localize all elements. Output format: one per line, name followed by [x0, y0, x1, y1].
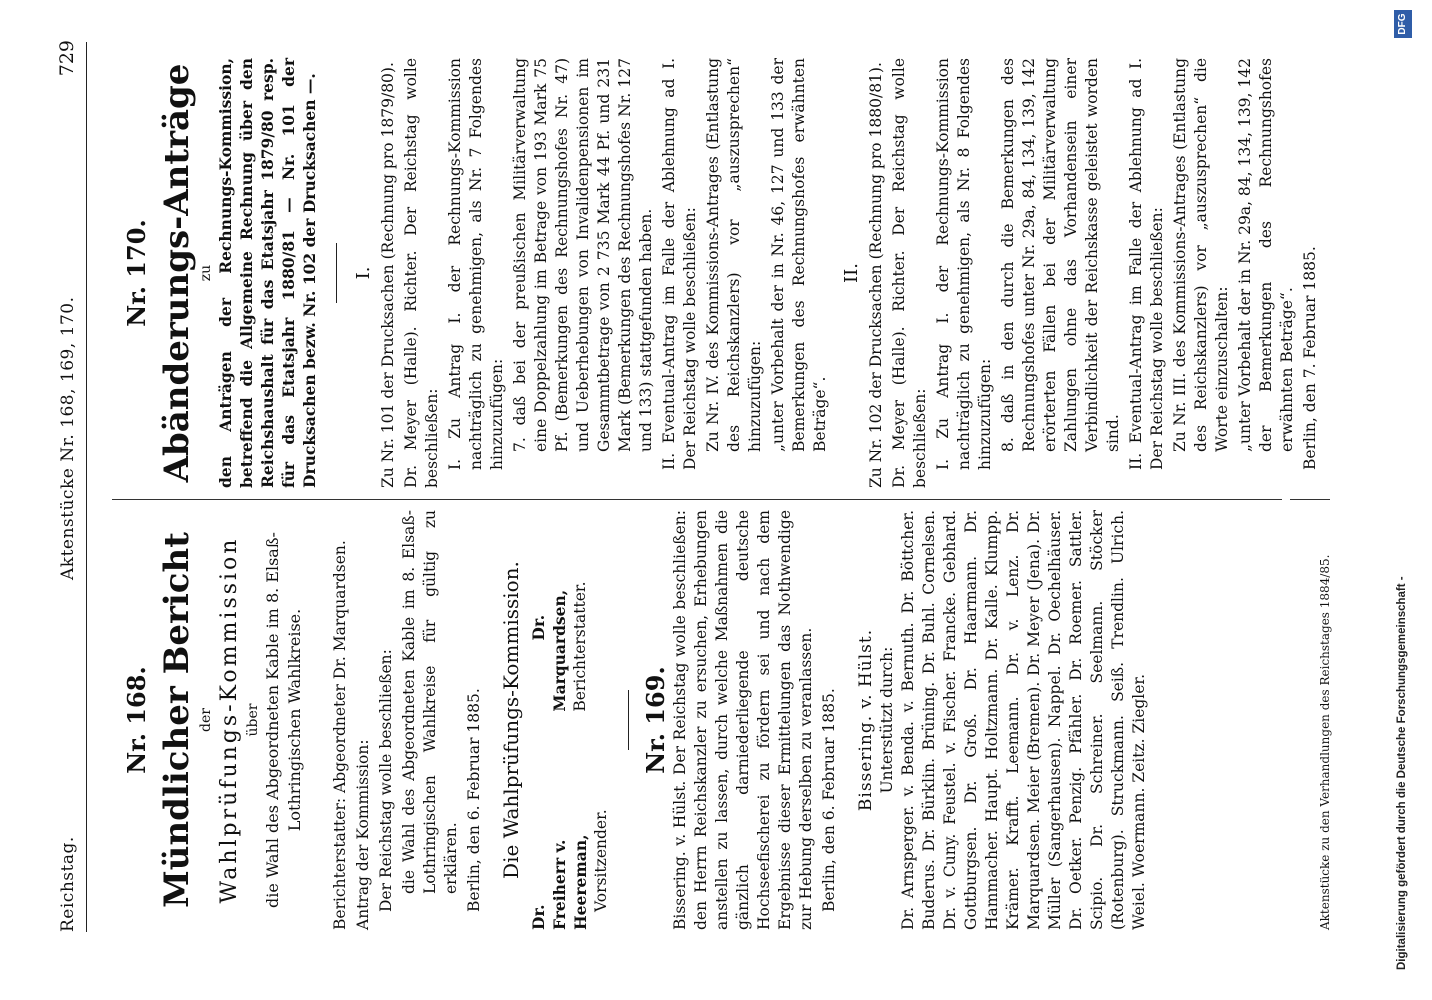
page-header [52, 30, 88, 960]
column-separator [112, 499, 1282, 500]
eventual-antrag-2-text: Zu Nr. III. des Kommissions-Antrages (Entlastung des Reichskanzlers) vor „auszusprechen“ die Worte einzuschalten: [1171, 58, 1231, 452]
antrag-i-1: I. Zu Antrag I. der Rechnungs-Kommission nachträglich zu genehmigen, als Nr. 7 Folgendes hinzuzufügen: [446, 58, 506, 470]
section-divider [628, 690, 629, 750]
abaenderungs-antraege-title: Abänderungs-Anträge [157, 63, 197, 483]
section-ii: II. [841, 263, 862, 283]
unterschrift-169: Bissering. v. Hülst. [856, 628, 876, 812]
eventual-antrag-2: II. Eventual-Antrag im Falle der Ablehnung ad I. Der Reichstag wolle beschließen: [1127, 58, 1166, 470]
header-aktenstuecke: Aktenstücke Nr. 168, 169, 170. [58, 296, 78, 580]
zu-nr-102: Zu Nr. 102 der Drucksachen (Rechnung pro 1880/81). [867, 62, 885, 488]
beschluss-text: die Wahl des Abgeordneten Kable im 8. Elsaß-Lothringischen Wahlkreise für gültig zu erklären. [400, 510, 460, 894]
kommission-title: Wahlprüfungs-Kommission [217, 536, 242, 904]
datum-2: Berlin, den 6. Februar 1885. [820, 688, 838, 912]
footnote-aktenstuecke: Aktenstücke zu den Verhandlungen des Reichstages 1884/85. [1318, 554, 1332, 930]
meyer-antrag-1: Dr. Meyer (Halle). Richter. Der Reichstag wolle beschließen: [402, 58, 441, 488]
section-i: I. [353, 266, 374, 280]
antrag-label: Antrag der Kommission: [354, 739, 372, 930]
page-number: 729 [56, 40, 78, 77]
antrag-169-text: Bissering. v. Hülst. Der Reichstag wolle beschließen: den Herrn Reichskanzler zu ersuchen, Erhebungen anstellen zu lassen, durch welche Maßnahmen die gänzlich darniederliegende deutsche Hochseefischerei zu fördern sei und nach dem Ergebnisse dieser Ermittelungen das Nothwendige zur Hebung derselben zu veranlassen. [671, 510, 815, 930]
nr-168-heading: Nr. 168. [122, 666, 151, 774]
zu-label: zu [198, 264, 214, 282]
signature-marquardsen: Dr. Marquardsen, [529, 589, 569, 712]
beschliessen-label: Der Reichstag wolle beschließen: [377, 649, 395, 912]
der-label: der [198, 708, 214, 732]
eventual-antrag-1-text: Zu Nr. IV. des Kommissions-Antrages (Entlastung des Reichskanzlers) vor „auszusprechen“ hinzuzufügen: [704, 58, 764, 452]
datum-3: Berlin, den 7. Februar 1885. [1301, 246, 1319, 470]
wahl-subject: die Wahl des Abgeordneten Kable im 8. Elsaß-Lothringischen Wahlkreise. [263, 532, 304, 908]
ueber-label: über [245, 703, 261, 737]
right-column [112, 58, 1323, 488]
meyer-antrag-2: Dr. Meyer (Halle). Richter. Der Reichstag wolle beschließen: [890, 58, 929, 488]
supporter-names: Dr. Arnsperger. v. Benda. v. Bernuth. Dr. Böttcher. Buderus. Dr. Bürklin. Brüning. Dr. Buhl. Cornelsen. Dr. v. Cuny. Feustel. v. Fischer. Francke. Gebhard. Gottburgsen. Dr. Groß. Dr. Haarmann. Dr. Hammacher. Haupt. Holtzmann. Dr. Kalle. Klumpp. Krämer. Krafft. Leemann. Dr. v. Lenz. Dr. Marquardsen. Meier (Bremen). Dr. Meyer (Jena). Dr. Müller (Sangerhausen). Nappel. Dr. Oechelhäuser. Dr. Oetker. Penzig. Pfähler. Dr. Roemer. Sattler. Scipio. Dr. Schreiner. Seelmann. Stöcker (Rotenburg). Struckmann. Seiß. Trendlin. Ulrich. Weiel. Woermann. Zeitz. Ziegler. [899, 510, 1148, 930]
signature-heereman-role: Vorsitzender. [592, 809, 610, 912]
column-separator-lower [1290, 499, 1330, 500]
bericht-title: Mündlicher Bericht [157, 532, 197, 908]
antrag-i-1-point-7: 7. daß bei der preußischen Militärverwaltung eine Doppelzahlung im Betrage von 193 Mark 75 Pf. (Bemerkungen des Rechnungshofes Nr. 47) und Ueberhebungen von Invalidenpensionen im Gesammtbetrage von 2 735 Mark 44 Pf. und 231 Mark (Bemerkungen des Rechnungshofes Nr. 127 und 133) stattgefunden haben. [511, 58, 655, 452]
nr-169-heading: Nr. 169. [641, 666, 670, 774]
digitization-credit [1390, 10, 1420, 970]
berichterstatter: Berichterstatter: Abgeordneter Dr. Marquardsen. [331, 540, 349, 930]
header-reichstag: Reichstag. [58, 836, 78, 932]
header-rule [86, 42, 87, 932]
eventual-antrag-1-quote: „unter Vorbehalt der in Nr. 46, 127 und 133 der Bemerkungen des Rechnungshofes erwähnten Beträge“. [769, 58, 829, 452]
unterstuetzt-label: Unterstützt durch: [878, 646, 896, 794]
datum-1: Berlin, den 6. Februar 1885. [465, 688, 483, 912]
signature-marquardsen-role: Berichterstatter. [571, 581, 589, 712]
eventual-antrag-1: II. Eventual-Antrag im Falle der Ablehnung ad I. Der Reichstag wolle beschließen: [660, 58, 699, 470]
signatures-168 [528, 510, 612, 930]
antrag-ii-1: I. Zu Antrag I. der Rechnungs-Kommission nachträglich zu genehmigen, als Nr. 8 Folgendes hinzuzufügen: [934, 58, 994, 470]
kommission-signature-title: Die Wahlprüfungs-Kommission. [499, 561, 523, 879]
dfg-logo: DFG [1394, 10, 1412, 38]
nr-170-intro: den Anträgen der Rechnungs-Kommission, betreffend die Allgemeine Rechnung über den Reichshaushalt für das Etatsjahr 1879/80 resp. für das Etatsjahr 1880/81 — Nr. 101 der Drucksachen bezw. Nr. 102 der Drucksachen —. [216, 58, 319, 488]
nr-170-heading: Nr. 170. [122, 219, 151, 327]
intro-divider [336, 243, 337, 303]
signature-heereman: Dr. Freiherr v. Heereman, [529, 834, 590, 930]
dfg-credit-text: Digitalisierung gefördert durch die Deutsche Forschungsgemeinschaft - [1396, 576, 1408, 970]
left-column [112, 510, 1152, 930]
eventual-antrag-2-quote: „unter Vorbehalt der in Nr. 29a, 84, 134, 139, 142 der Bemerkungen des Rechnungshofes erwähnten Beträge“. [1236, 58, 1296, 452]
antrag-ii-1-point-8: 8. daß in den durch die Bemerkungen des Rechnungshofes unter Nr. 29a, 84, 134, 139, 142 erörterten Fällen bei der Militärverwaltung Zahlungen ohne das Vorhandensein einer Verbindlichkeit der Reichskasse geleistet worden sind. [999, 58, 1122, 452]
zu-nr-101: Zu Nr. 101 der Drucksachen (Rechnung pro 1879/80). [379, 62, 397, 488]
